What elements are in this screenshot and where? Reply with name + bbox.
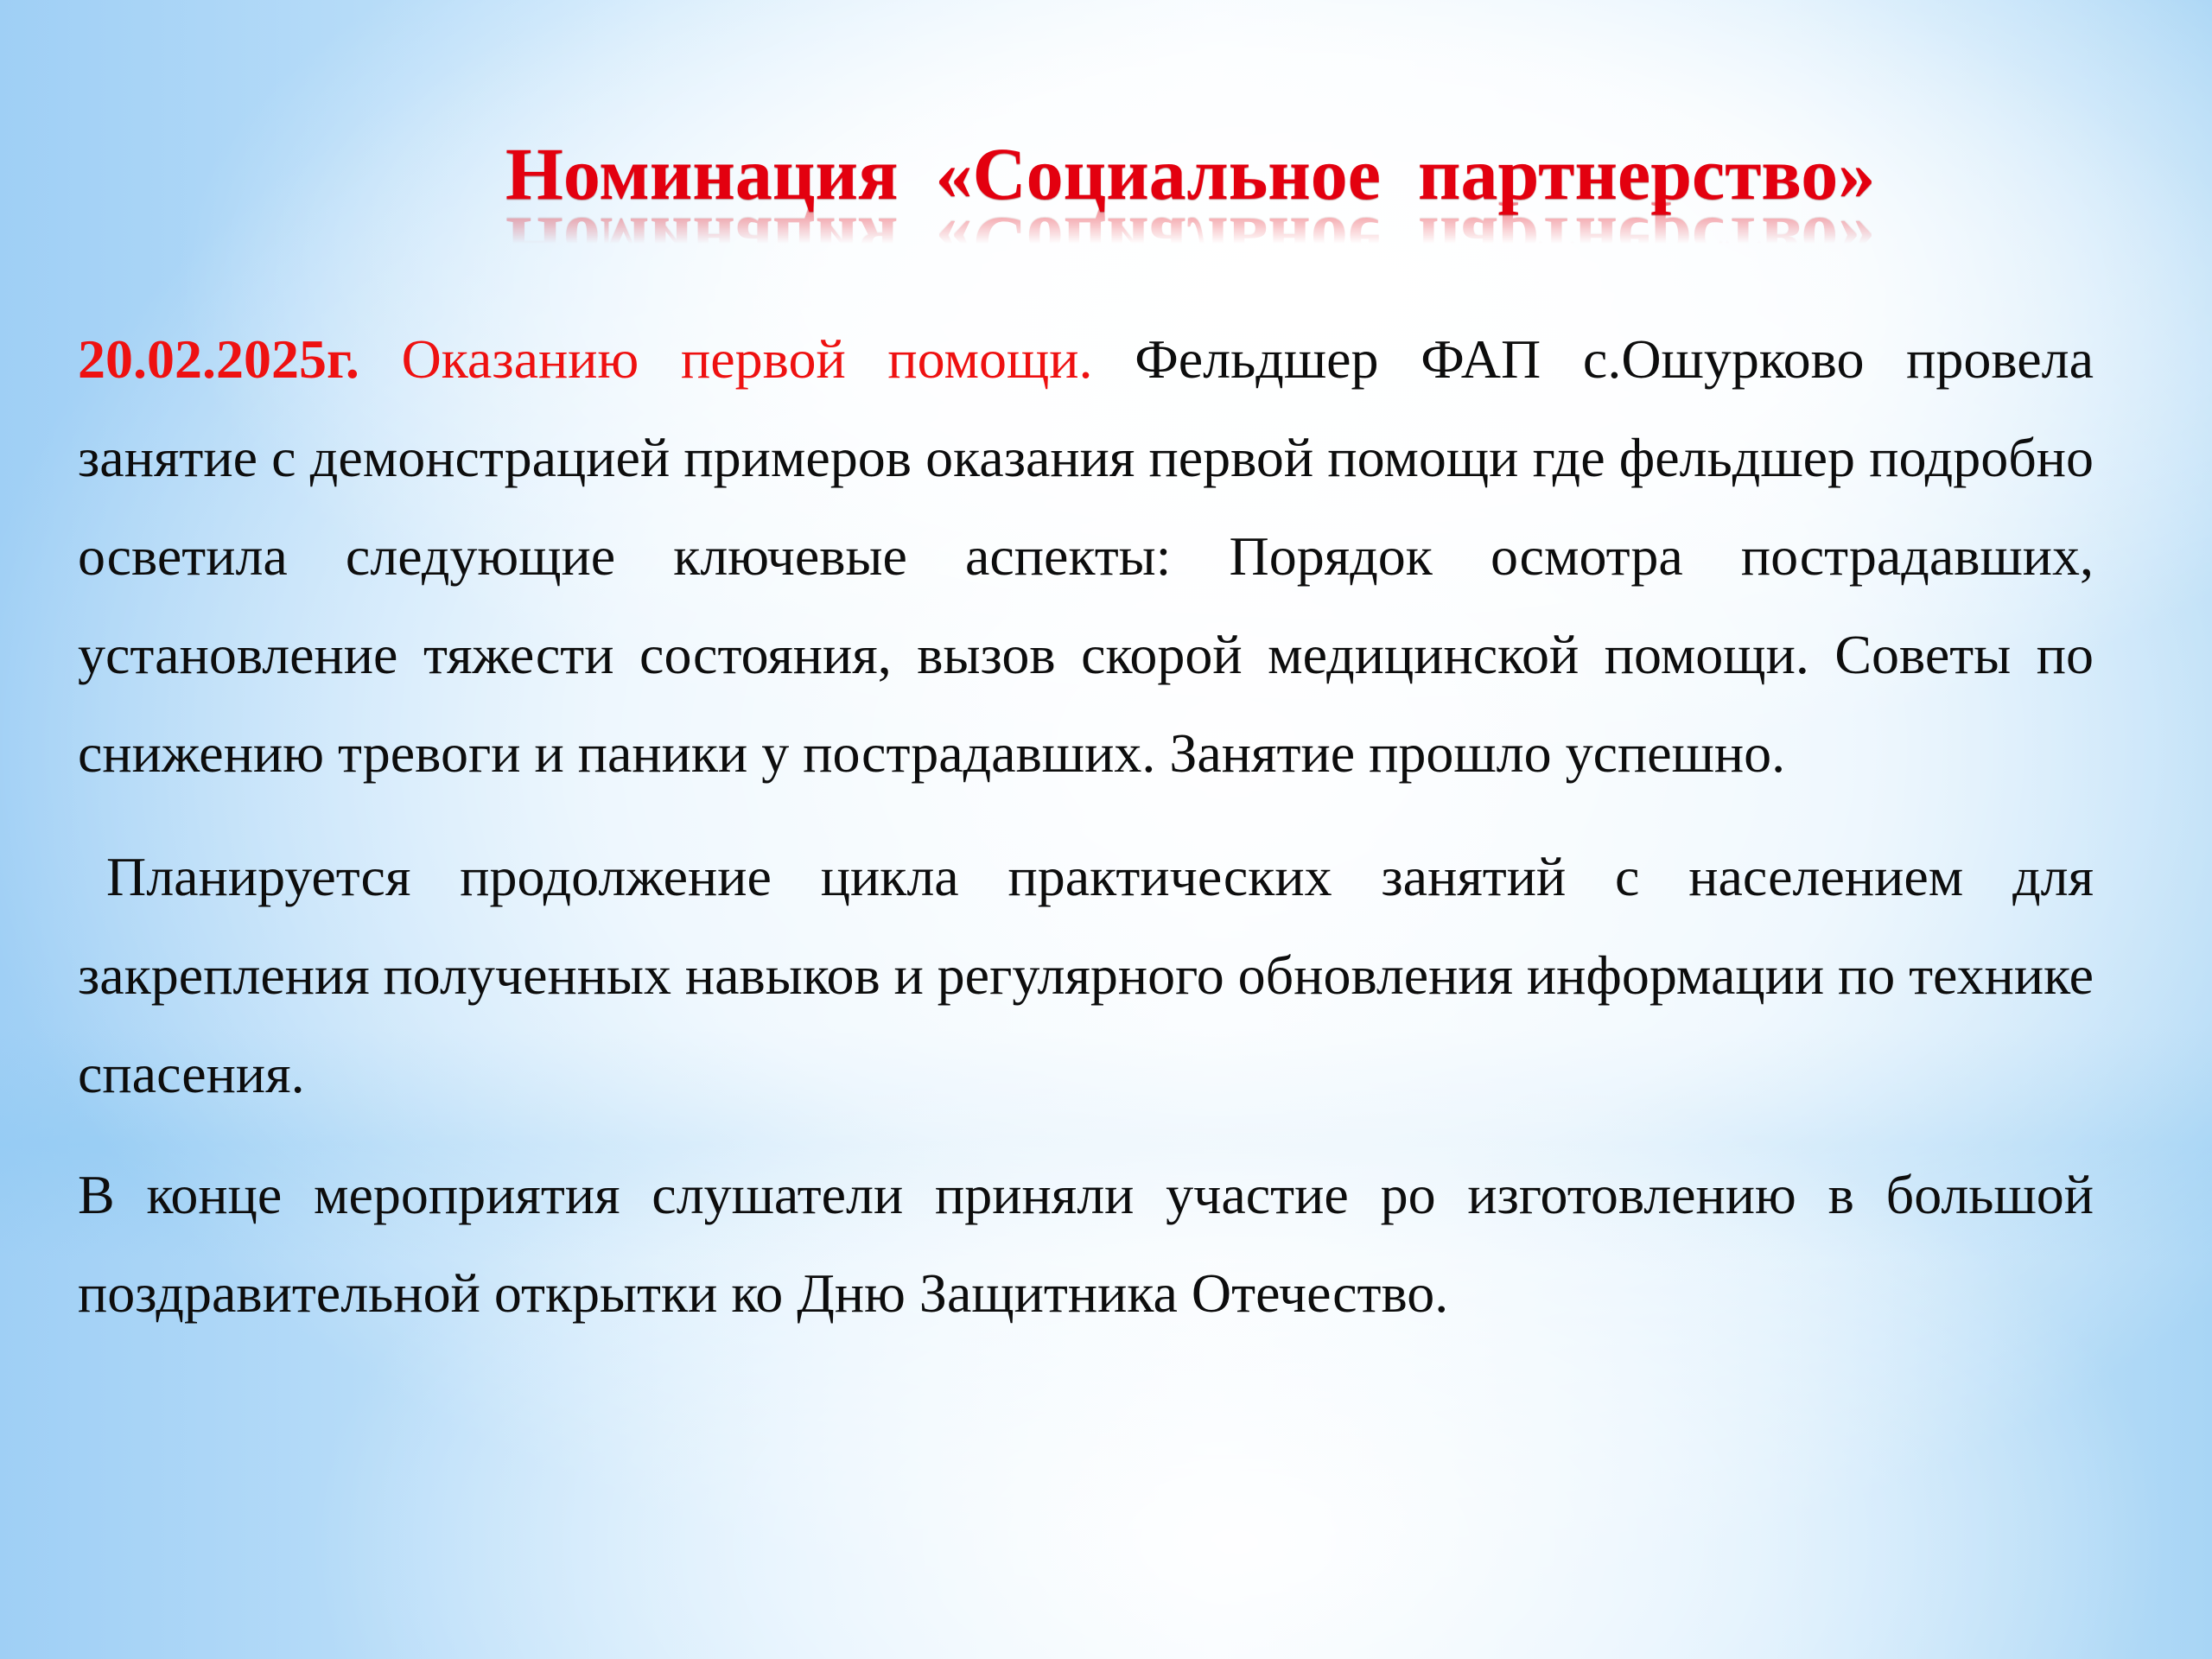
text-line: осветила следующие ключевые аспекты: Порядок осмотра пострадавших,	[78, 525, 2094, 587]
text-line: поздравительной открытки ко Дню Защитника Отечество.	[78, 1262, 1449, 1324]
text-line	[78, 310, 2094, 409]
slide-title: Номинация «Социальное партнерство»	[505, 132, 1876, 215]
text-line: закрепления полученных навыков и регулярного обновления информации по технике	[78, 944, 2094, 1006]
text-line-content: Фельдшер ФАП с.Ошурково провела	[1135, 328, 2094, 390]
text-line: Планируется продолжение цикла практических занятий с населением для	[106, 846, 2094, 907]
text-line: спасения.	[78, 1043, 305, 1104]
event-date: 20.02.2025г.	[78, 328, 359, 390]
event-topic: Оказанию первой помощи.	[401, 328, 1093, 390]
text-line: занятие с демонстрацией примеров оказания первой помощи где фельдшер подробно	[78, 427, 2094, 488]
text-line: установление тяжести состояния, вызов скорой медицинской помощи. Советы по	[78, 624, 2094, 685]
paragraph-greeting-card	[78, 1146, 2094, 1343]
text-line: В конце мероприятия слушатели приняли участие ро изготовлению в большой	[78, 1164, 2094, 1225]
paragraph-first-aid	[78, 310, 2094, 803]
slide-body	[78, 310, 2094, 1343]
text-line: снижению тревоги и паники у пострадавших. Занятие прошло успешно.	[78, 722, 1786, 784]
paragraph-plans	[78, 828, 2094, 1123]
